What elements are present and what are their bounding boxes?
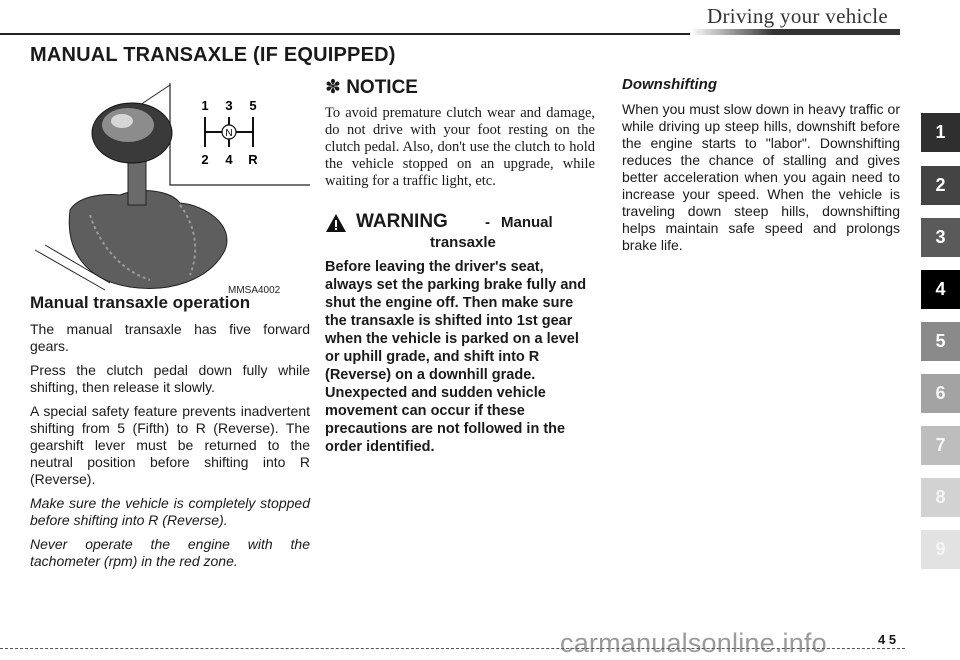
warning-subtitle-line1: Manual — [501, 214, 553, 231]
operation-paragraph-2: Press the clutch pedal down fully while shifting, then release it slowly. — [30, 362, 310, 395]
pattern-frame — [170, 83, 310, 185]
chapter-tab-9[interactable] — [921, 530, 960, 569]
warning-subtitle-line2: transaxle — [430, 234, 496, 251]
chapter-tab-label: 2 — [935, 175, 946, 195]
section-title: MANUAL TRANSAXLE (IF EQUIPPED) — [30, 44, 396, 66]
chapter-tab-label: 6 — [935, 383, 946, 403]
chapter-tab-3[interactable] — [921, 218, 960, 257]
operation-caution-1: Make sure the vehicle is completely stopped before shifting into R (Reverse). — [30, 495, 310, 528]
warning-text: Before leaving the driver's seat, always set the parking brake fully and shut the engine off. Then make sure the transaxle is shifted into 1st gear when the vehicle is parked on a level or uphill grade, and shift into R (Reverse) on a downhill grade. Unexpected and sudden vehicle movement can occur if these precautions are not followed in the order identified. — [325, 259, 587, 455]
chapter-tab-8[interactable] — [921, 478, 960, 517]
chapter-tab-label: 7 — [935, 435, 946, 455]
warning-title: WARNING — [356, 211, 448, 232]
gear-label-5: 5 — [249, 98, 257, 113]
gearshift-illustration — [30, 75, 310, 300]
shifter-boot — [69, 191, 227, 289]
gear-label-2: 2 — [201, 152, 209, 167]
gear-label-1: 1 — [201, 98, 209, 113]
notice-warning-column — [325, 76, 595, 456]
notice-title: ✽ NOTICE — [325, 77, 418, 98]
chapter-tab-4[interactable] — [921, 270, 960, 309]
chapter-tab-1[interactable] — [921, 113, 960, 152]
downshifting-section — [622, 76, 900, 254]
footer-rule — [0, 648, 905, 649]
downshifting-text: When you must slow down in heavy traffic or while driving up steep hills, downshift before the engine starts to "labor". Downshifting reduces the chance of stalling and gives better acceleration when you again need to increase your speed. When the vehicle is traveling down steep hills, downshifting helps maintain safe speed and prolongs brake life. — [622, 101, 900, 253]
page-header-title: Driving your vehicle — [707, 4, 888, 28]
gear-label-3: 3 — [225, 98, 233, 113]
chapter-tab-label: 8 — [935, 487, 946, 507]
operation-caution-2: Never operate the engine with the tachometer (rpm) in the red zone. — [30, 536, 310, 569]
notice-text: To avoid premature clutch wear and damage, do not drive with your foot resting on the clutch pedal. Also, don't use the clutch to hold the vehicle stopped on an upgrade, while waiting for a traffic light, etc. — [325, 105, 595, 189]
page-number: 4 5 — [878, 632, 897, 647]
figure-caption: MMSA4002 — [228, 285, 281, 296]
downshifting-heading: Downshifting — [622, 76, 717, 93]
warning-dash: - — [485, 214, 490, 231]
operation-paragraph-1: The manual transaxle has five forward gears. — [30, 321, 310, 354]
chapter-tab-2[interactable] — [921, 166, 960, 205]
gear-label-r: R — [248, 152, 258, 167]
chapter-tab-6[interactable] — [921, 374, 960, 413]
watermark: carmanualsonline.info — [560, 628, 827, 658]
neutral-label: N — [225, 128, 233, 139]
operation-paragraph-3: A special safety feature prevents inadvertent shifting from 5 (Fifth) to R (Reverse). The gearshift lever must be returned to the neutral position before shifting into R (Reverse). — [30, 403, 310, 487]
warning-heading — [325, 210, 595, 256]
gear-label-4: 4 — [225, 152, 233, 167]
manual-transaxle-operation-section — [30, 293, 310, 577]
chapter-tabs — [921, 0, 960, 660]
chapter-tab-label: 3 — [935, 227, 946, 247]
gearshift-lever-drawing — [30, 75, 310, 300]
chapter-tab-label: 9 — [935, 539, 946, 559]
header-rule-accent — [690, 29, 900, 35]
chapter-tab-label: 1 — [935, 122, 946, 142]
chapter-tab-5[interactable] — [921, 322, 960, 361]
operation-heading: Manual transaxle operation — [30, 293, 251, 312]
chapter-tab-label: 4 — [935, 279, 946, 299]
chapter-tab-7[interactable] — [921, 426, 960, 465]
chapter-tab-label: 5 — [935, 331, 946, 351]
warning-icon — [325, 213, 347, 233]
